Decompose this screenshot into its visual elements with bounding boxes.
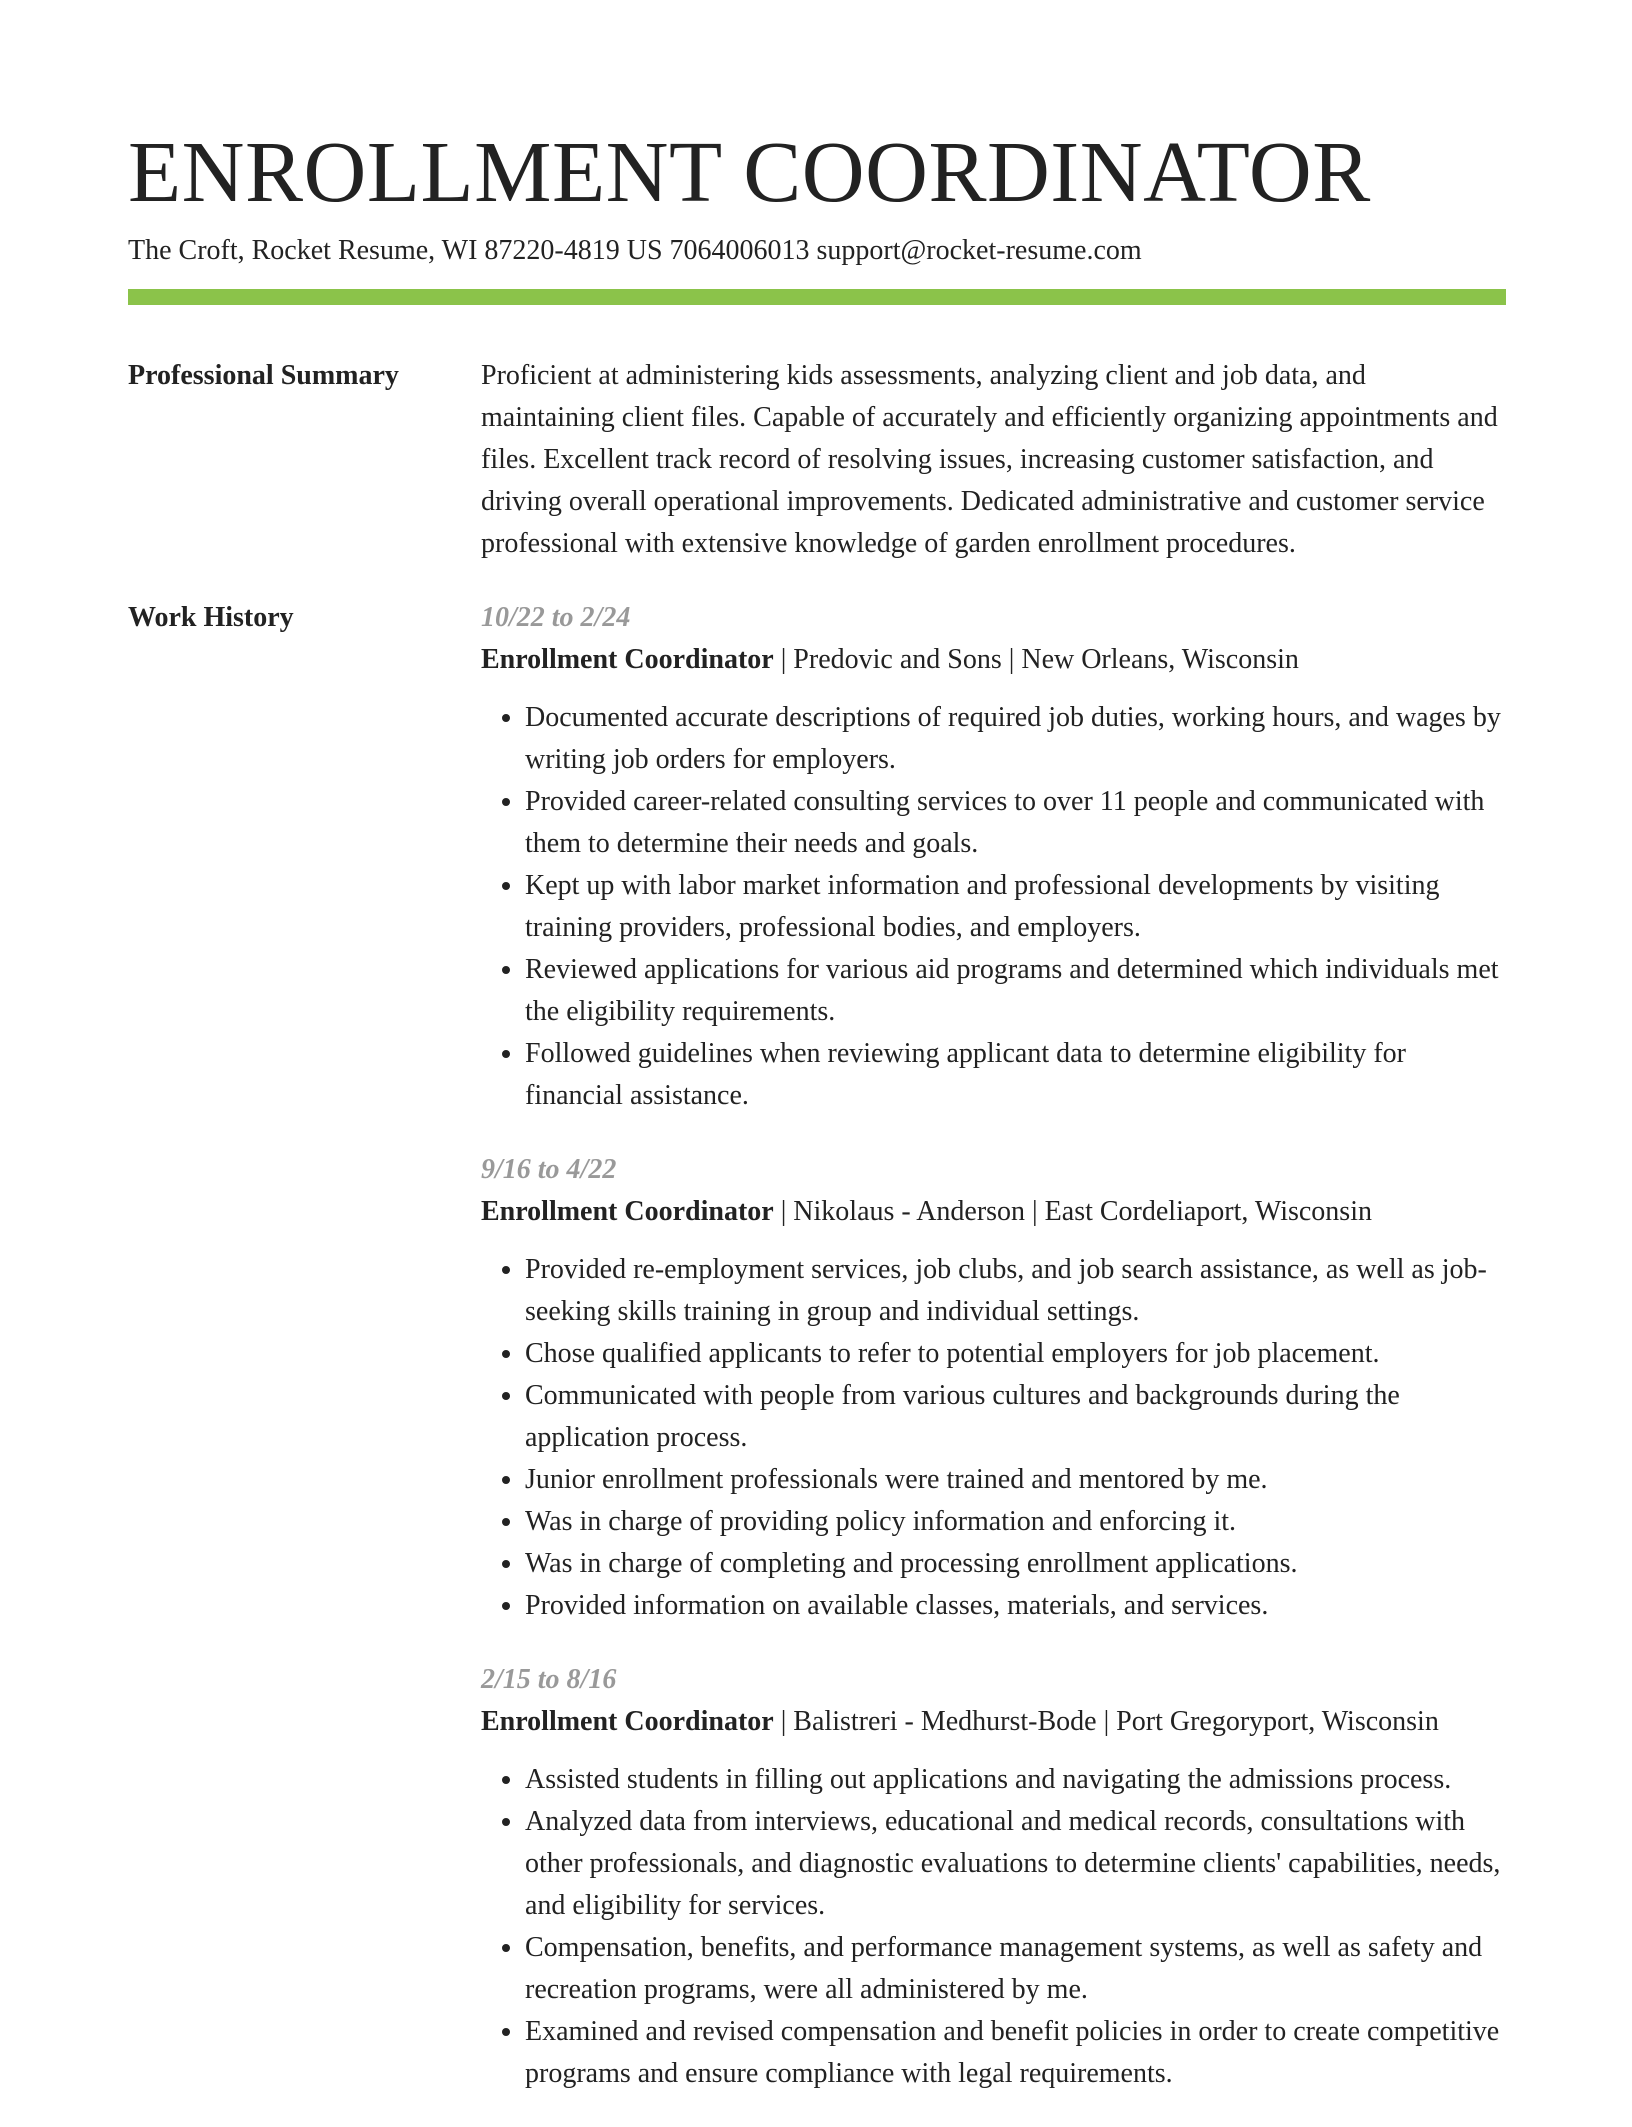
job-title: Enrollment Coordinator bbox=[481, 644, 774, 675]
job-dates: 10/22 to 2/24 bbox=[481, 602, 631, 633]
header-divider bbox=[128, 289, 1506, 305]
job-bullet: • Provided career-related consulting services to over 11 people and communicated with them to determine their needs and goals. bbox=[525, 781, 1506, 865]
job-entry bbox=[481, 597, 1506, 1117]
job-bullet: • Provided re-employment services, job clubs, and job search assistance, as well as job-seeking skills training in group and individual settings. bbox=[525, 1249, 1506, 1333]
job-bullet: • Compensation, benefits, and performance management systems, as well as safety and recreation programs, were all administered by me. bbox=[525, 1927, 1506, 2011]
summary-body bbox=[481, 355, 1506, 565]
job-heading bbox=[481, 1191, 1506, 1233]
job-heading bbox=[481, 639, 1506, 681]
job-title: Enrollment Coordinator bbox=[481, 1706, 774, 1737]
job-entry bbox=[481, 1149, 1506, 1627]
job-bullet: • Communicated with people from various cultures and backgrounds during the application process. bbox=[525, 1375, 1506, 1459]
job-bullets bbox=[481, 697, 1506, 1117]
job-entry bbox=[481, 1659, 1506, 2095]
job-bullet: • Kept up with labor market information and professional developments by visiting training providers, professional bodies, and employers. bbox=[525, 865, 1506, 949]
professional-summary-section bbox=[128, 355, 1506, 565]
work-history-section bbox=[128, 597, 1506, 2127]
job-bullet: • Was in charge of completing and processing enrollment applications. bbox=[525, 1543, 1506, 1585]
resume-title: ENROLLMENT COORDINATOR bbox=[128, 123, 1371, 220]
job-details: | Balistreri - Medhurst-Bode | Port Gregoryport, Wisconsin bbox=[773, 1706, 1439, 1737]
job-bullet: • Chose qualified applicants to refer to potential employers for job placement. bbox=[525, 1333, 1506, 1375]
job-heading bbox=[481, 1701, 1506, 1743]
resume-page bbox=[128, 0, 1506, 2127]
job-bullets bbox=[481, 1759, 1506, 2095]
job-bullet: • Junior enrollment professionals were trained and mentored by me. bbox=[525, 1459, 1506, 1501]
job-dates: 9/16 to 4/22 bbox=[481, 1154, 617, 1185]
contact-line: The Croft, Rocket Resume, WI 87220-4819 US 7064006013 support@rocket-resume.com bbox=[128, 235, 1142, 266]
job-bullet: • Provided information on available classes, materials, and services. bbox=[525, 1585, 1506, 1627]
section-label-summary: Professional Summary bbox=[128, 360, 399, 391]
job-details: | Predovic and Sons | New Orleans, Wisconsin bbox=[773, 644, 1299, 675]
work-history-body bbox=[481, 597, 1506, 2127]
job-bullet: • Followed guidelines when reviewing applicant data to determine eligibility for financial assistance. bbox=[525, 1033, 1506, 1117]
job-title: Enrollment Coordinator bbox=[481, 1196, 774, 1227]
job-bullet: • Examined and revised compensation and benefit policies in order to create competitive programs and ensure compliance with legal requirements. bbox=[525, 2011, 1506, 2095]
job-bullets bbox=[481, 1249, 1506, 1627]
job-bullet: • Reviewed applications for various aid programs and determined which individuals met the eligibility requirements. bbox=[525, 949, 1506, 1033]
job-bullet: • Was in charge of providing policy information and enforcing it. bbox=[525, 1501, 1506, 1543]
job-details: | Nikolaus - Anderson | East Cordeliaport, Wisconsin bbox=[773, 1196, 1372, 1227]
summary-text: Proficient at administering kids assessments, analyzing client and job data, and maintaining client files. Capable of accurately and efficiently organizing appointments and files. Excellent track record of resolving issues, increasing customer satisfaction, and driving overall operational improvements. Dedicated administrative and customer service professional with extensive knowledge of garden enrollment procedures. bbox=[481, 360, 1498, 559]
job-dates: 2/15 to 8/16 bbox=[481, 1664, 617, 1695]
section-label-work-history: Work History bbox=[128, 602, 294, 633]
job-bullet: • Documented accurate descriptions of required job duties, working hours, and wages by writing job orders for employers. bbox=[525, 697, 1506, 781]
job-bullet: • Assisted students in filling out applications and navigating the admissions process. bbox=[525, 1759, 1506, 1801]
job-bullet: • Analyzed data from interviews, educational and medical records, consultations with other professionals, and diagnostic evaluations to determine clients' capabilities, needs, and eligibility for services. bbox=[525, 1801, 1506, 1927]
